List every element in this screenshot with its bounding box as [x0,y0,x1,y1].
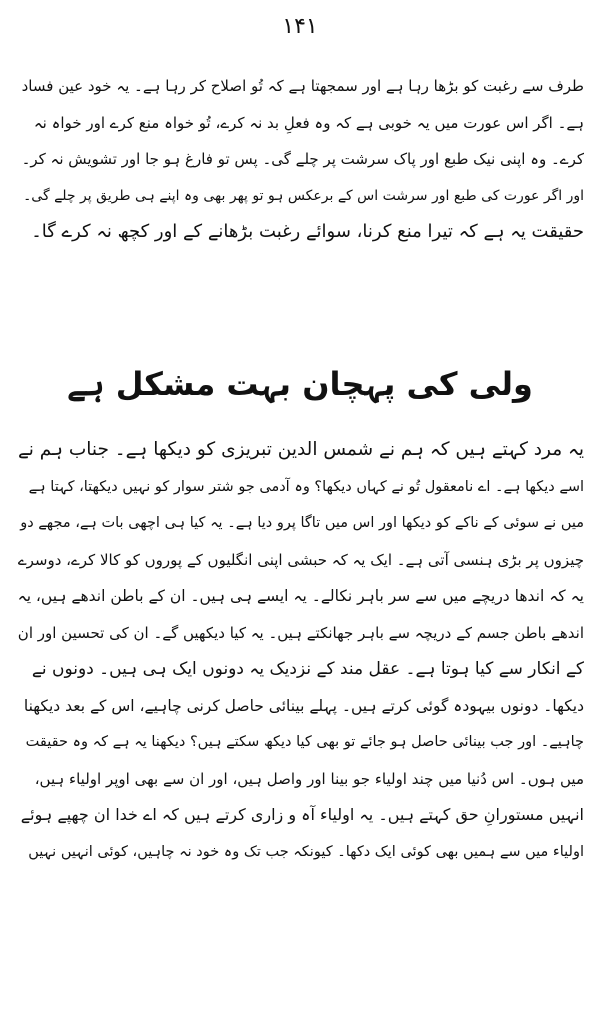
paragraph-line: انہیں مستورانِ حق کہتے ہیں۔ یہ اولیاء آہ و زاری کرتے ہیں کہ اے خدا ان چھپے ہوئے [20,805,584,824]
paragraph-line: اور اگر عورت کی طبع اور سرشت اس کے برعکس ہو تو پھر بھی وہ اپنے ہی طریق پر چلے گی۔ [23,187,584,204]
paragraph-line: طرف سے رغبت کو بڑھا رہا ہے اور سمجھتا ہے کہ تُو اصلاح کر رہا ہے۔ یہ خود عین فساد [21,77,584,95]
page-number: ۱۴۱ [282,14,318,39]
paragraph-line: میں ہوں۔ اس دُنیا میں چند اولیاء جو بینا اور واصل ہیں، اور ان سے بھی اوپر اولیاء ہیں، [34,769,584,788]
section-heading: ولی کی پہچان بہت مشکل ہے [67,365,533,403]
paragraph-line: اندھے باطن جسم کے دریچہ سے باہر جھانکتے ہیں۔ یہ کیا دیکھیں گے۔ ان کی تحسین اور ان [18,623,584,642]
paragraph-line: ہے۔ اگر اس عورت میں یہ خوبی ہے کہ وہ فعلِ بد نہ کرے، تُو خواہ منع کرے اور خواہ نہ [33,113,584,132]
paragraph-line: حقیقت یہ ہے کہ تیرا منع کرنا، سوائے رغبت بڑھانے کے اور کچھ نہ کرے گا۔ [31,221,584,242]
paragraph-line: یہ کہ اندھا دریچے میں سے سر باہر نکالے۔ یہ ایسے ہی ہیں۔ ان کے باطن اندھے ہیں، یہ [18,587,584,605]
paragraph-line: چاہیے۔ اور جب بینائی حاصل ہو جائے تو بھی کیا دیکھ سکتے ہیں؟ دیکھنا یہ ہے کہ وہ حقیقت [25,734,584,750]
paragraph-1 [18,68,584,251]
paragraph-2 [18,432,584,870]
paragraph-line: اسے دیکھا ہے۔ اے نامعقول تُو نے کہاں دیکھا؟ وہ آدمی جو شتر سوار کو نہیں دیکھتا، کہتا ہے [28,478,584,495]
paragraph-line: دیکھا۔ دونوں بیہودہ گوئی کرتے ہیں۔ پہلے بینائی حاصل کرنی چاہیے، اس کے بعد دیکھنا [23,696,584,715]
paragraph-line: میں نے سوئی کے ناکے کو دیکھا اور اس میں تاگا پرو دیا ہے۔ یہ کیا ہی اچھی بات ہے، مجھے دو [20,515,584,531]
paragraph-line: کے انکار سے کیا ہوتا ہے۔ عقل مند کے نزدیک یہ دونوں ایک ہی ہیں۔ دونوں نے [31,659,584,679]
paragraph-line: چیزوں پر بڑی ہنسی آتی ہے۔ ایک یہ کہ حبشی اپنی انگلیوں کے پوروں کو کالا کرے، دوسرے [18,550,584,569]
paragraph-line: یہ مرد کہتے ہیں کہ ہم نے شمس الدین تبریزی کو دیکھا ہے۔ جناب ہم نے [18,439,584,460]
paragraph-line: اولیاء میں سے ہمیں بھی کوئی ایک دکھا۔ کیونکہ جب تک وہ خود نہ چاہیں، کوئی انہیں نہیں [28,843,584,860]
paragraph-line: کرے۔ وہ اپنی نیک طبع اور پاک سرشت پر چلے گی۔ پس تو فارغ ہو جا اور تشویش نہ کر۔ [21,150,584,168]
